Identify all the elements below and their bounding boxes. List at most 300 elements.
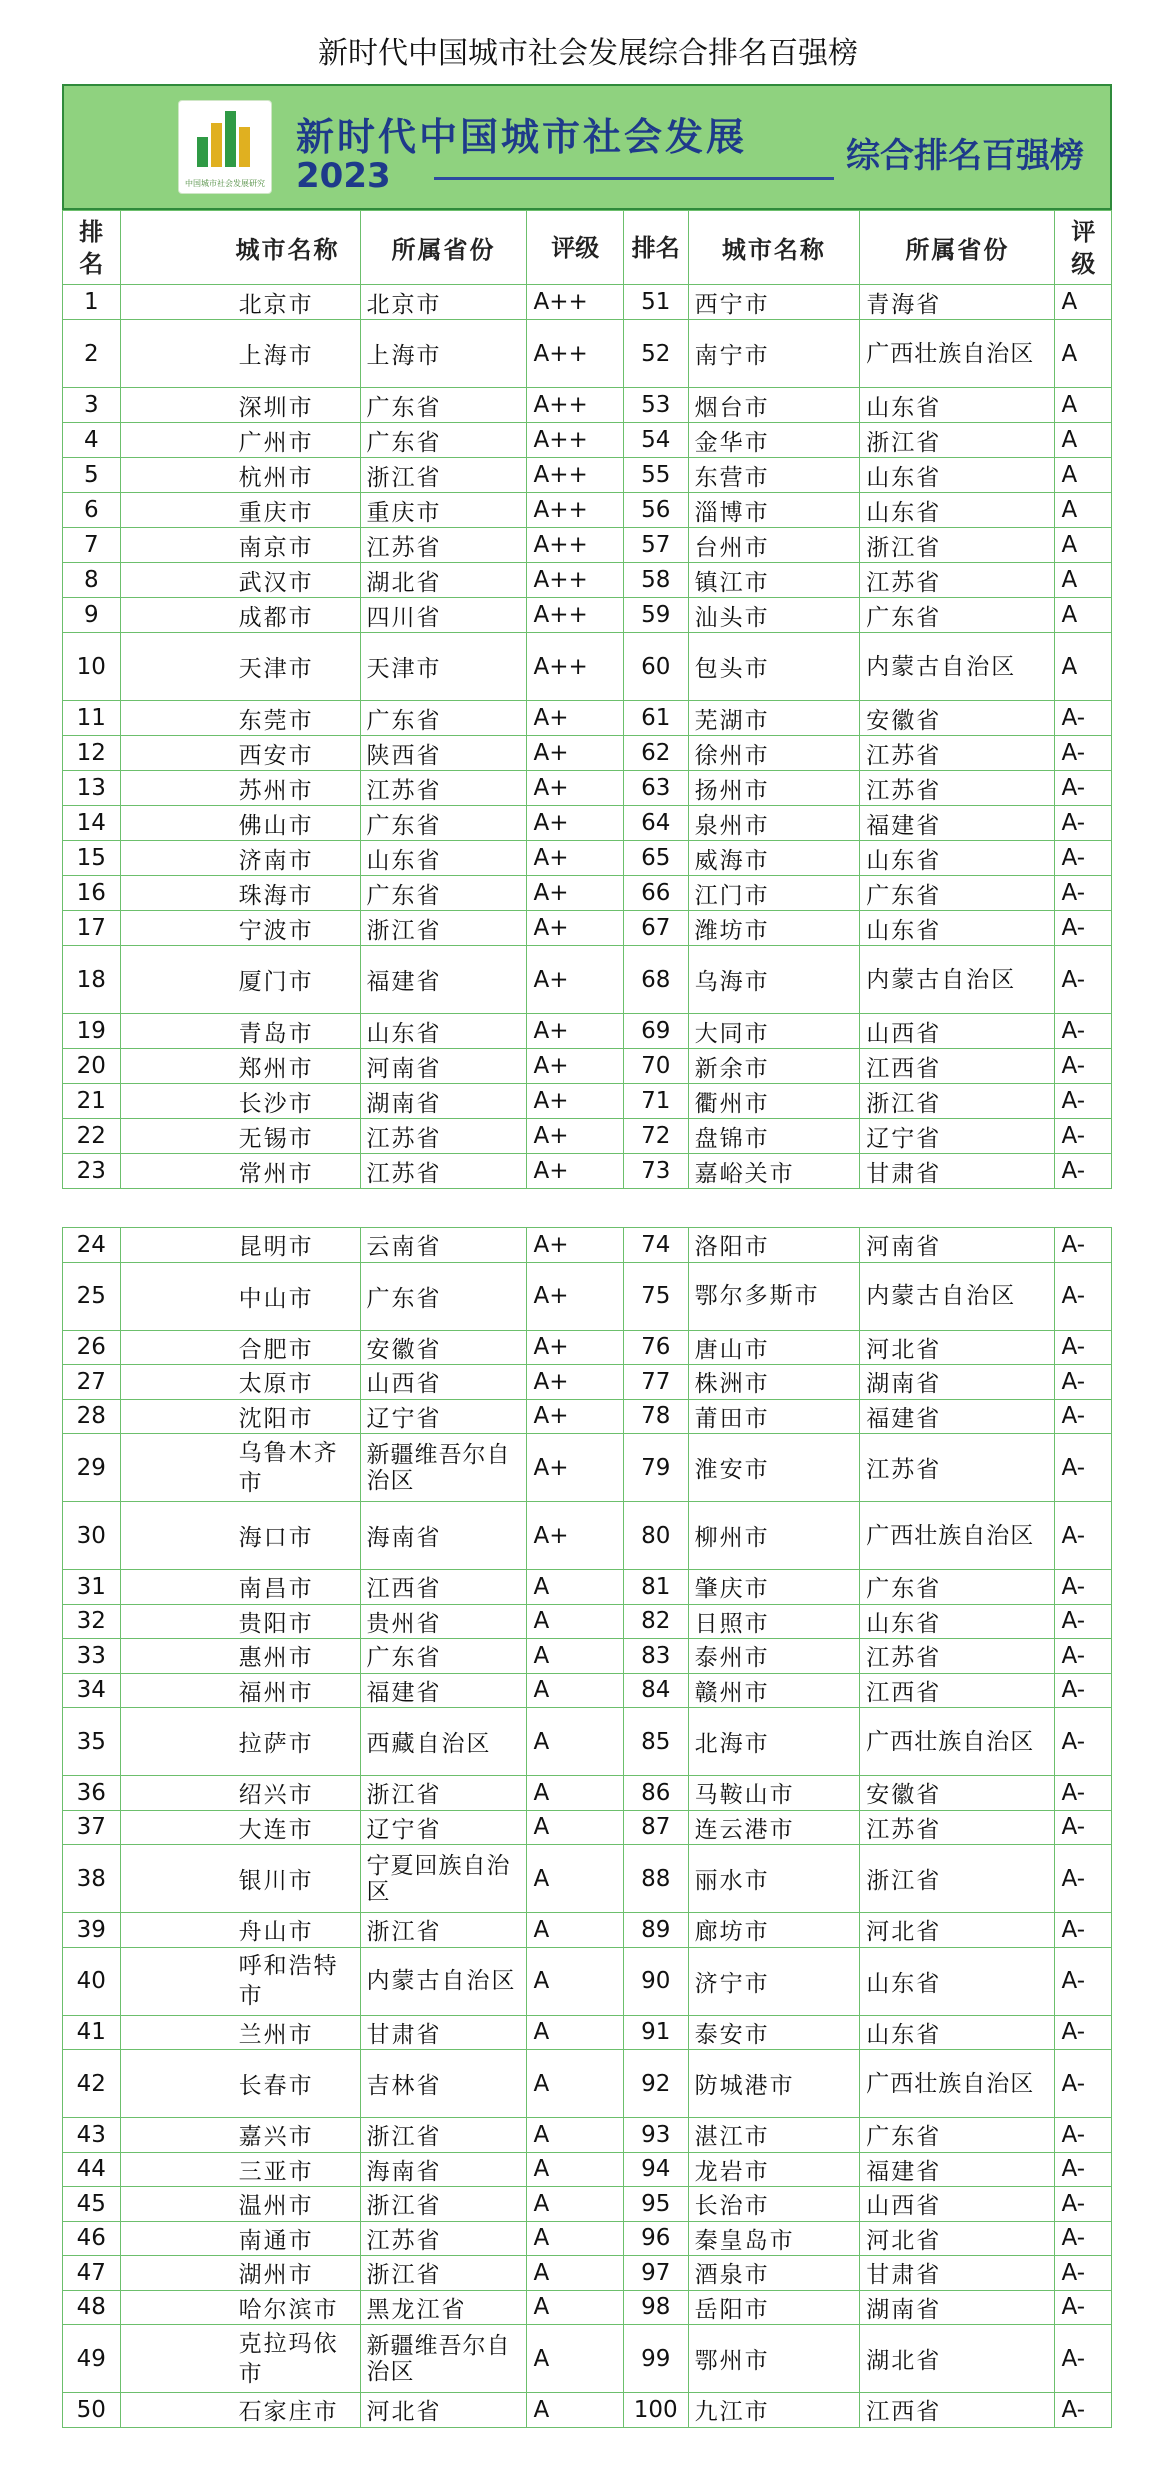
rank-cell: 66	[623, 876, 688, 911]
rank-cell: 34	[63, 1673, 121, 1708]
rank-cell: 29	[63, 1434, 121, 1502]
city-cell: 海口市	[120, 1502, 360, 1570]
table-row	[63, 1776, 1112, 1811]
rank-cell: 68	[623, 946, 688, 1014]
table-row	[63, 1154, 1112, 1189]
table-row	[63, 1049, 1112, 1084]
grade-cell: A-	[1055, 1708, 1112, 1776]
grade-cell: A-	[1055, 1119, 1112, 1154]
rank-cell: 52	[623, 320, 688, 388]
table-row	[63, 1119, 1112, 1154]
rank-cell: 1	[63, 285, 121, 320]
grade-cell: A++	[527, 563, 623, 598]
rank-cell: 31	[63, 1570, 121, 1605]
city-cell: 上海市	[120, 320, 360, 388]
header-grade-left: 评级	[527, 211, 623, 285]
grade-cell: A	[527, 1810, 623, 1845]
grade-cell: A++	[527, 423, 623, 458]
rank-cell: 19	[63, 1014, 121, 1049]
province-cell: 甘肃省	[360, 2015, 527, 2050]
province-cell: 广西壮族自治区	[860, 1502, 1055, 1570]
grade-cell: A++	[527, 528, 623, 563]
grade-cell: A-	[1055, 2015, 1112, 2050]
province-cell: 河南省	[360, 1049, 527, 1084]
grade-cell: A+	[527, 1154, 623, 1189]
city-cell: 防城港市	[688, 2050, 860, 2118]
city-cell: 常州市	[120, 1154, 360, 1189]
table-row	[63, 2187, 1112, 2222]
city-cell: 大同市	[688, 1014, 860, 1049]
province-cell: 广东省	[360, 701, 527, 736]
province-cell: 福建省	[360, 1673, 527, 1708]
rank-cell: 48	[63, 2290, 121, 2325]
city-cell: 济南市	[120, 841, 360, 876]
table-row	[63, 1845, 1112, 1913]
city-cell: 北京市	[120, 285, 360, 320]
grade-cell: A-	[1055, 2152, 1112, 2187]
grade-cell: A-	[1055, 1845, 1112, 1913]
table-row	[63, 736, 1112, 771]
city-cell: 衢州市	[688, 1084, 860, 1119]
province-cell: 浙江省	[360, 1913, 527, 1948]
city-cell: 贵阳市	[120, 1604, 360, 1639]
grade-cell: A-	[1055, 1084, 1112, 1119]
rank-cell: 20	[63, 1049, 121, 1084]
table-row	[63, 1810, 1112, 1845]
rank-cell: 74	[623, 1228, 688, 1263]
province-cell: 山东省	[860, 1604, 1055, 1639]
table-row	[63, 598, 1112, 633]
city-cell: 淮安市	[688, 1434, 860, 1502]
rank-cell: 37	[63, 1810, 121, 1845]
province-cell: 甘肃省	[860, 1154, 1055, 1189]
rank-cell: 53	[623, 388, 688, 423]
city-cell: 绍兴市	[120, 1776, 360, 1811]
province-cell: 四川省	[360, 598, 527, 633]
banner-year: 2023	[296, 156, 391, 196]
rank-cell: 75	[623, 1262, 688, 1330]
rank-cell: 85	[623, 1708, 688, 1776]
city-cell: 佛山市	[120, 806, 360, 841]
rank-cell: 62	[623, 736, 688, 771]
table-row	[63, 946, 1112, 1014]
province-cell: 广东省	[860, 2118, 1055, 2153]
city-cell: 兰州市	[120, 2015, 360, 2050]
grade-cell: A-	[1055, 1049, 1112, 1084]
rank-cell: 24	[63, 1228, 121, 1263]
rank-cell: 82	[623, 1604, 688, 1639]
table-row	[63, 771, 1112, 806]
province-cell: 湖南省	[860, 1365, 1055, 1400]
province-cell: 西藏自治区	[360, 1708, 527, 1776]
grade-cell: A	[527, 2152, 623, 2187]
rank-cell: 47	[63, 2256, 121, 2291]
province-cell: 江苏省	[860, 1810, 1055, 1845]
header-province-left: 所属省份	[360, 211, 527, 285]
rank-cell: 59	[623, 598, 688, 633]
rank-cell: 35	[63, 1708, 121, 1776]
city-cell: 鄂尔多斯市	[688, 1262, 860, 1330]
rank-cell: 22	[63, 1119, 121, 1154]
rank-cell: 27	[63, 1365, 121, 1400]
grade-cell: A	[527, 2118, 623, 2153]
province-cell: 江苏省	[860, 771, 1055, 806]
rank-cell: 43	[63, 2118, 121, 2153]
rank-cell: 70	[623, 1049, 688, 1084]
city-cell: 苏州市	[120, 771, 360, 806]
rank-cell: 12	[63, 736, 121, 771]
city-cell: 镇江市	[688, 563, 860, 598]
city-cell: 嘉峪关市	[688, 1154, 860, 1189]
city-cell: 新余市	[688, 1049, 860, 1084]
grade-cell: A-	[1055, 2393, 1112, 2428]
rank-cell: 13	[63, 771, 121, 806]
rank-cell: 49	[63, 2325, 121, 2393]
province-cell: 福建省	[360, 946, 527, 1014]
province-cell: 河南省	[860, 1228, 1055, 1263]
rank-cell: 25	[63, 1262, 121, 1330]
grade-cell: A-	[1055, 841, 1112, 876]
city-cell: 石家庄市	[120, 2393, 360, 2428]
province-cell: 江西省	[860, 1673, 1055, 1708]
table-row	[63, 388, 1112, 423]
province-cell: 湖南省	[360, 1084, 527, 1119]
province-cell: 山东省	[860, 1947, 1055, 2015]
grade-cell: A+	[527, 736, 623, 771]
province-cell: 江苏省	[360, 2221, 527, 2256]
grade-cell: A-	[1055, 1604, 1112, 1639]
rank-cell: 39	[63, 1913, 121, 1948]
logo-icon	[178, 100, 272, 194]
table-row	[63, 1399, 1112, 1434]
rank-cell: 55	[623, 458, 688, 493]
city-cell: 唐山市	[688, 1330, 860, 1365]
grade-cell: A-	[1055, 876, 1112, 911]
rank-cell: 36	[63, 1776, 121, 1811]
province-cell: 广东省	[360, 876, 527, 911]
grade-cell: A++	[527, 458, 623, 493]
table-row	[63, 701, 1112, 736]
city-cell: 深圳市	[120, 388, 360, 423]
province-cell: 安徽省	[860, 701, 1055, 736]
rank-cell: 89	[623, 1913, 688, 1948]
city-cell: 鄂州市	[688, 2325, 860, 2393]
city-cell: 重庆市	[120, 493, 360, 528]
rank-cell: 67	[623, 911, 688, 946]
city-cell: 南京市	[120, 528, 360, 563]
table-row	[63, 2290, 1112, 2325]
province-cell: 广东省	[860, 876, 1055, 911]
city-cell: 芜湖市	[688, 701, 860, 736]
city-cell: 西宁市	[688, 285, 860, 320]
province-cell: 河北省	[860, 1913, 1055, 1948]
rank-cell: 6	[63, 493, 121, 528]
table-row	[63, 458, 1112, 493]
city-cell: 成都市	[120, 598, 360, 633]
city-cell: 大连市	[120, 1810, 360, 1845]
province-cell: 山东省	[860, 388, 1055, 423]
province-cell: 广西壮族自治区	[860, 1708, 1055, 1776]
province-cell: 贵州省	[360, 1604, 527, 1639]
rank-cell: 58	[623, 563, 688, 598]
grade-cell: A-	[1055, 2050, 1112, 2118]
table-row	[63, 1084, 1112, 1119]
city-cell: 无锡市	[120, 1119, 360, 1154]
rank-cell: 40	[63, 1947, 121, 2015]
table-row	[63, 2393, 1112, 2428]
province-cell: 吉林省	[360, 2050, 527, 2118]
grade-cell: A++	[527, 320, 623, 388]
table-row	[63, 1570, 1112, 1605]
province-cell: 浙江省	[360, 458, 527, 493]
rank-cell: 86	[623, 1776, 688, 1811]
city-cell: 克拉玛依市	[120, 2325, 360, 2393]
province-cell: 江西省	[360, 1570, 527, 1605]
province-cell: 天津市	[360, 633, 527, 701]
city-cell: 肇庆市	[688, 1570, 860, 1605]
grade-cell: A	[527, 2187, 623, 2222]
city-cell: 湖州市	[120, 2256, 360, 2291]
city-cell: 杭州市	[120, 458, 360, 493]
table-row	[63, 876, 1112, 911]
province-cell: 江西省	[860, 2393, 1055, 2428]
rank-cell: 41	[63, 2015, 121, 2050]
grade-cell: A++	[527, 598, 623, 633]
province-cell: 浙江省	[360, 1776, 527, 1811]
province-cell: 山东省	[860, 493, 1055, 528]
grade-cell: A	[1055, 423, 1112, 458]
rank-cell: 56	[623, 493, 688, 528]
city-cell: 西安市	[120, 736, 360, 771]
city-cell: 龙岩市	[688, 2152, 860, 2187]
grade-cell: A	[1055, 633, 1112, 701]
grade-cell: A-	[1055, 911, 1112, 946]
province-cell: 浙江省	[860, 528, 1055, 563]
grade-cell: A	[1055, 388, 1112, 423]
table-row	[63, 1262, 1112, 1330]
province-cell: 内蒙古自治区	[860, 633, 1055, 701]
city-cell: 莆田市	[688, 1399, 860, 1434]
table-row	[63, 1639, 1112, 1674]
province-cell: 甘肃省	[860, 2256, 1055, 2291]
province-cell: 福建省	[860, 2152, 1055, 2187]
province-cell: 宁夏回族自治区	[360, 1845, 527, 1913]
city-cell: 徐州市	[688, 736, 860, 771]
city-cell: 泰安市	[688, 2015, 860, 2050]
rank-cell: 72	[623, 1119, 688, 1154]
grade-cell: A+	[527, 1434, 623, 1502]
city-cell: 天津市	[120, 633, 360, 701]
grade-cell: A	[527, 1845, 623, 1913]
grade-cell: A+	[527, 1262, 623, 1330]
rank-cell: 54	[623, 423, 688, 458]
page-title: 新时代中国城市社会发展综合排名百强榜	[318, 36, 858, 71]
grade-cell: A	[1055, 598, 1112, 633]
province-cell: 广东省	[360, 388, 527, 423]
city-cell: 沈阳市	[120, 1399, 360, 1434]
rank-cell: 91	[623, 2015, 688, 2050]
city-cell: 北海市	[688, 1708, 860, 1776]
grade-cell: A	[527, 1673, 623, 1708]
province-cell: 山西省	[860, 1014, 1055, 1049]
city-cell: 东莞市	[120, 701, 360, 736]
header-rank-left: 排名	[63, 211, 121, 285]
table-row	[63, 1673, 1112, 1708]
table-header-row	[63, 211, 1112, 285]
rank-cell: 98	[623, 2290, 688, 2325]
province-cell: 河北省	[360, 2393, 527, 2428]
province-cell: 山东省	[360, 841, 527, 876]
city-cell: 泰州市	[688, 1639, 860, 1674]
grade-cell: A	[527, 1570, 623, 1605]
province-cell: 广东省	[860, 598, 1055, 633]
province-cell: 安徽省	[860, 1776, 1055, 1811]
city-cell: 赣州市	[688, 1673, 860, 1708]
header-city-right: 城市名称	[688, 211, 860, 285]
province-cell: 重庆市	[360, 493, 527, 528]
grade-cell: A+	[527, 1502, 623, 1570]
rank-cell: 7	[63, 528, 121, 563]
province-cell: 江苏省	[360, 1119, 527, 1154]
province-cell: 辽宁省	[360, 1399, 527, 1434]
province-cell: 湖南省	[860, 2290, 1055, 2325]
table-row	[63, 1365, 1112, 1400]
city-cell: 岳阳市	[688, 2290, 860, 2325]
table-row	[63, 911, 1112, 946]
grade-cell: A-	[1055, 1776, 1112, 1811]
rank-cell: 28	[63, 1399, 121, 1434]
province-cell: 山西省	[860, 2187, 1055, 2222]
city-cell: 汕头市	[688, 598, 860, 633]
city-cell: 包头市	[688, 633, 860, 701]
grade-cell: A-	[1055, 1330, 1112, 1365]
rank-cell: 80	[623, 1502, 688, 1570]
city-cell: 银川市	[120, 1845, 360, 1913]
rank-cell: 9	[63, 598, 121, 633]
province-cell: 广东省	[360, 423, 527, 458]
rank-cell: 14	[63, 806, 121, 841]
province-cell: 辽宁省	[860, 1119, 1055, 1154]
grade-cell: A-	[1055, 2187, 1112, 2222]
province-cell: 新疆维吾尔自治区	[360, 1434, 527, 1502]
ranking-table-top	[62, 210, 1112, 1189]
city-cell: 厦门市	[120, 946, 360, 1014]
grade-cell: A	[1055, 563, 1112, 598]
province-cell: 福建省	[860, 1399, 1055, 1434]
rank-cell: 97	[623, 2256, 688, 2291]
province-cell: 广西壮族自治区	[860, 320, 1055, 388]
city-cell: 武汉市	[120, 563, 360, 598]
city-cell: 淄博市	[688, 493, 860, 528]
city-cell: 太原市	[120, 1365, 360, 1400]
city-cell: 呼和浩特市	[120, 1947, 360, 2015]
province-cell: 广东省	[360, 1262, 527, 1330]
grade-cell: A-	[1055, 1502, 1112, 1570]
rank-cell: 61	[623, 701, 688, 736]
rank-cell: 50	[63, 2393, 121, 2428]
grade-cell: A-	[1055, 1947, 1112, 2015]
grade-cell: A	[1055, 320, 1112, 388]
banner-right-title: 综合排名百强榜	[846, 136, 1084, 176]
grade-cell: A-	[1055, 946, 1112, 1014]
city-cell: 长治市	[688, 2187, 860, 2222]
table-row	[63, 1604, 1112, 1639]
table-row	[63, 1434, 1112, 1502]
grade-cell: A	[527, 1639, 623, 1674]
city-cell: 秦皇岛市	[688, 2221, 860, 2256]
city-cell: 丽水市	[688, 1845, 860, 1913]
rank-cell: 57	[623, 528, 688, 563]
grade-cell: A+	[527, 876, 623, 911]
rank-cell: 78	[623, 1399, 688, 1434]
province-cell: 新疆维吾尔自治区	[360, 2325, 527, 2393]
grade-cell: A-	[1055, 1810, 1112, 1845]
city-cell: 宁波市	[120, 911, 360, 946]
province-cell: 山东省	[860, 841, 1055, 876]
grade-cell: A+	[527, 1228, 623, 1263]
rank-cell: 42	[63, 2050, 121, 2118]
city-cell: 湛江市	[688, 2118, 860, 2153]
table-row	[63, 633, 1112, 701]
province-cell: 内蒙古自治区	[860, 1262, 1055, 1330]
city-cell: 泉州市	[688, 806, 860, 841]
table-row	[63, 2221, 1112, 2256]
grade-cell: A	[1055, 493, 1112, 528]
province-cell: 浙江省	[860, 1845, 1055, 1913]
header-city-left: 城市名称	[120, 211, 360, 285]
table-row	[63, 563, 1112, 598]
grade-cell: A-	[1055, 1570, 1112, 1605]
city-cell: 威海市	[688, 841, 860, 876]
city-cell: 台州市	[688, 528, 860, 563]
table-row	[63, 2256, 1112, 2291]
logo-caption: 中国城市社会发展研究	[185, 179, 265, 188]
table-row	[63, 1502, 1112, 1570]
city-cell: 株洲市	[688, 1365, 860, 1400]
grade-cell: A-	[1055, 771, 1112, 806]
banner-underline	[434, 177, 834, 180]
rank-cell: 4	[63, 423, 121, 458]
city-cell: 廊坊市	[688, 1913, 860, 1948]
rank-cell: 63	[623, 771, 688, 806]
province-cell: 江苏省	[860, 563, 1055, 598]
rank-cell: 93	[623, 2118, 688, 2153]
grade-cell: A+	[527, 1330, 623, 1365]
city-cell: 长春市	[120, 2050, 360, 2118]
rank-cell: 45	[63, 2187, 121, 2222]
header-grade-right: 评级	[1055, 211, 1112, 285]
grade-cell: A-	[1055, 2256, 1112, 2291]
table-row	[63, 1014, 1112, 1049]
province-cell: 浙江省	[360, 911, 527, 946]
province-cell: 浙江省	[360, 2256, 527, 2291]
city-cell: 马鞍山市	[688, 1776, 860, 1811]
city-cell: 合肥市	[120, 1330, 360, 1365]
rank-cell: 94	[623, 2152, 688, 2187]
province-cell: 安徽省	[360, 1330, 527, 1365]
city-cell: 昆明市	[120, 1228, 360, 1263]
grade-cell: A+	[527, 1084, 623, 1119]
city-cell: 柳州市	[688, 1502, 860, 1570]
grade-cell: A	[1055, 528, 1112, 563]
rank-cell: 77	[623, 1365, 688, 1400]
province-cell: 海南省	[360, 1502, 527, 1570]
city-cell: 济宁市	[688, 1947, 860, 2015]
grade-cell: A-	[1055, 806, 1112, 841]
province-cell: 广东省	[860, 1570, 1055, 1605]
grade-cell: A-	[1055, 1434, 1112, 1502]
table-row	[63, 320, 1112, 388]
